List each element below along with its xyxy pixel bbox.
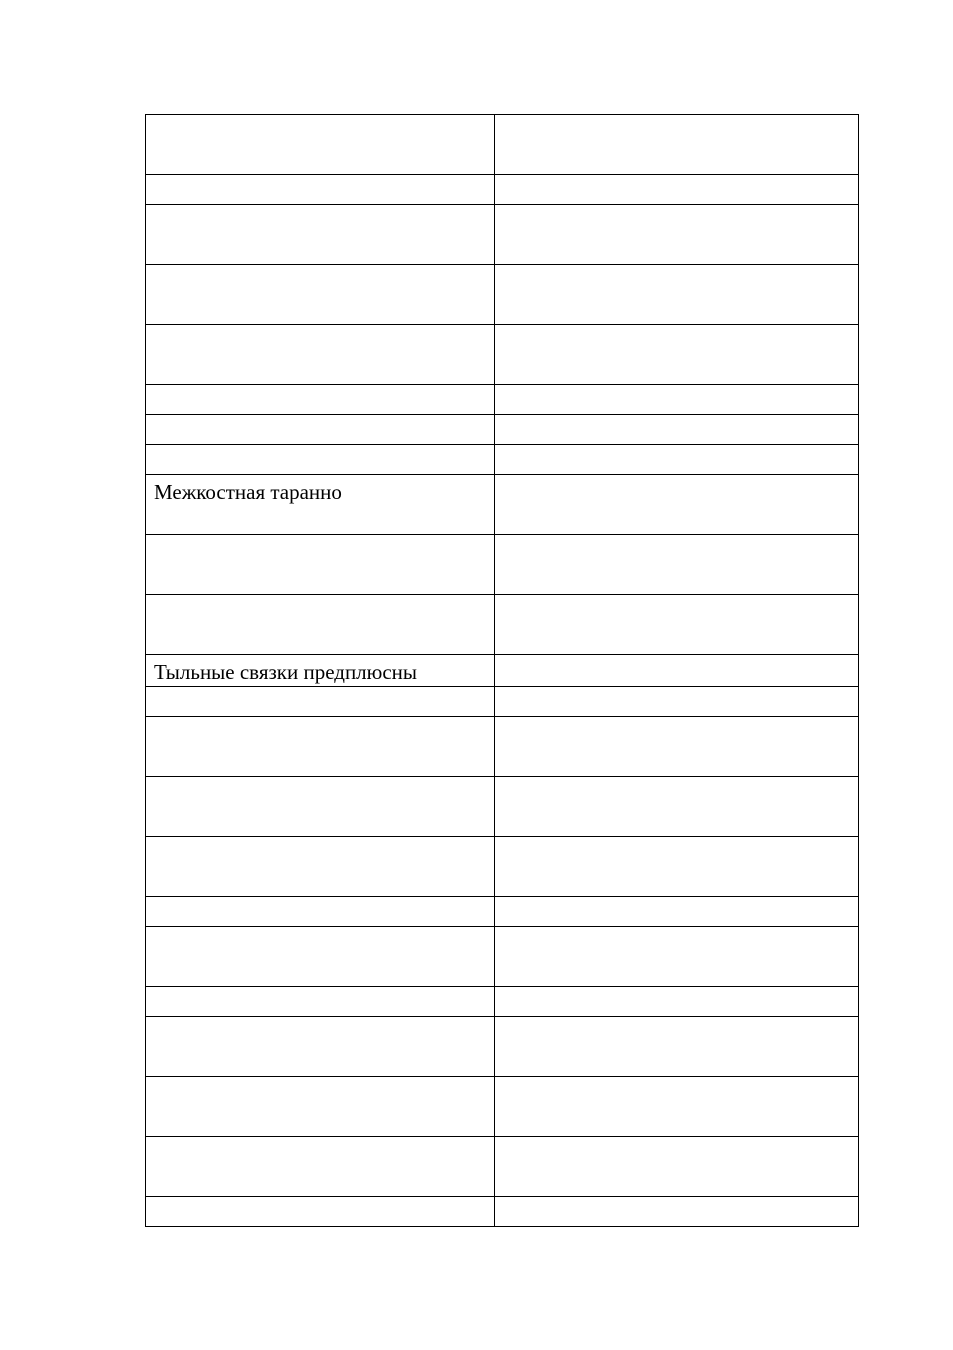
cell-text xyxy=(154,445,494,448)
table-cell-left xyxy=(146,475,495,535)
cell-text: Межкостная таранно xyxy=(154,480,342,504)
cell-text xyxy=(503,415,858,418)
cell-text xyxy=(503,1077,858,1080)
table-row xyxy=(146,415,859,445)
cell-text: Тыльные связки предплюсны xyxy=(154,660,418,684)
cell-text xyxy=(503,897,858,900)
cell-text xyxy=(154,325,494,328)
table-cell-right xyxy=(495,415,859,445)
table-cell-left xyxy=(146,777,495,837)
table-cell-left xyxy=(146,655,495,687)
table-row xyxy=(146,1077,859,1137)
table-cell-right xyxy=(495,385,859,415)
cell-text xyxy=(503,1017,858,1020)
table-row xyxy=(146,1197,859,1227)
table-cell-left xyxy=(146,415,495,445)
cell-text xyxy=(503,655,858,658)
table-row xyxy=(146,777,859,837)
cell-text xyxy=(154,115,494,118)
table-cell-right xyxy=(495,475,859,535)
cell-text xyxy=(154,205,494,208)
cell-text xyxy=(154,385,494,388)
table-row xyxy=(146,475,859,535)
table-cell-right xyxy=(495,777,859,837)
cell-text xyxy=(503,175,858,178)
cell-text xyxy=(154,897,494,900)
table-row xyxy=(146,1137,859,1197)
table-cell-left xyxy=(146,897,495,927)
cell-text xyxy=(154,777,494,780)
cell-text xyxy=(154,1137,494,1140)
cell-text xyxy=(154,1077,494,1080)
table-cell-left xyxy=(146,1017,495,1077)
table-row xyxy=(146,385,859,415)
table-body xyxy=(146,115,859,1227)
table-row xyxy=(146,265,859,325)
table-cell-right xyxy=(495,837,859,897)
table-cell-right xyxy=(495,175,859,205)
table-row xyxy=(146,717,859,777)
table-row xyxy=(146,987,859,1017)
cell-text xyxy=(154,717,494,720)
cell-text xyxy=(503,445,858,448)
table-row xyxy=(146,837,859,897)
table-row xyxy=(146,115,859,175)
table-cell-right xyxy=(495,205,859,265)
cell-text xyxy=(503,777,858,780)
table-row xyxy=(146,205,859,265)
table-row xyxy=(146,595,859,655)
table-cell-left xyxy=(146,175,495,205)
table-cell-left xyxy=(146,445,495,475)
table-cell-right xyxy=(495,115,859,175)
table-row xyxy=(146,535,859,595)
table-cell-right xyxy=(495,687,859,717)
table-cell-right xyxy=(495,535,859,595)
table-cell-right xyxy=(495,1137,859,1197)
cell-text xyxy=(154,687,494,690)
table-cell-left xyxy=(146,717,495,777)
cell-text xyxy=(503,1137,858,1140)
table-cell-left xyxy=(146,535,495,595)
cell-text xyxy=(503,717,858,720)
table-row xyxy=(146,927,859,987)
cell-text xyxy=(154,535,494,538)
cell-text xyxy=(503,687,858,690)
table-cell-right xyxy=(495,987,859,1017)
table-row xyxy=(146,325,859,385)
cell-text xyxy=(503,987,858,990)
table-cell-left xyxy=(146,205,495,265)
cell-text xyxy=(503,325,858,328)
cell-text xyxy=(503,535,858,538)
table-cell-left xyxy=(146,837,495,897)
table-row xyxy=(146,687,859,717)
cell-text xyxy=(503,927,858,930)
cell-text xyxy=(154,987,494,990)
table-cell-right xyxy=(495,1077,859,1137)
cell-text xyxy=(154,175,494,178)
cell-text xyxy=(503,1197,858,1200)
table-row xyxy=(146,897,859,927)
table-cell-left xyxy=(146,385,495,415)
cell-text xyxy=(503,475,858,478)
cell-text xyxy=(154,1197,494,1200)
cell-text xyxy=(154,265,494,268)
table-cell-left xyxy=(146,1137,495,1197)
cell-text xyxy=(154,1017,494,1020)
cell-text xyxy=(154,595,494,598)
table-cell-right xyxy=(495,265,859,325)
table-cell-right xyxy=(495,325,859,385)
cell-text xyxy=(503,837,858,840)
table-cell-right xyxy=(495,445,859,475)
cell-text xyxy=(503,205,858,208)
table-cell-left xyxy=(146,1197,495,1227)
cell-text xyxy=(154,927,494,930)
table-cell-left xyxy=(146,115,495,175)
table-row xyxy=(146,175,859,205)
cell-text xyxy=(154,415,494,418)
table-cell-left xyxy=(146,1077,495,1137)
table-cell-right xyxy=(495,1017,859,1077)
table-cell-left xyxy=(146,265,495,325)
ligament-table xyxy=(145,114,859,1227)
table-cell-right xyxy=(495,897,859,927)
table-row xyxy=(146,655,859,687)
table-cell-left xyxy=(146,687,495,717)
table-cell-left xyxy=(146,987,495,1017)
table-row xyxy=(146,1017,859,1077)
table-row xyxy=(146,445,859,475)
table-cell-left xyxy=(146,325,495,385)
table-cell-right xyxy=(495,717,859,777)
cell-text xyxy=(503,595,858,598)
table-cell-right xyxy=(495,655,859,687)
cell-text xyxy=(503,265,858,268)
table-cell-right xyxy=(495,1197,859,1227)
cell-text xyxy=(503,385,858,388)
table-cell-right xyxy=(495,927,859,987)
cell-text xyxy=(154,837,494,840)
table-cell-right xyxy=(495,595,859,655)
table-cell-left xyxy=(146,927,495,987)
cell-text xyxy=(503,115,858,118)
table-cell-left xyxy=(146,595,495,655)
